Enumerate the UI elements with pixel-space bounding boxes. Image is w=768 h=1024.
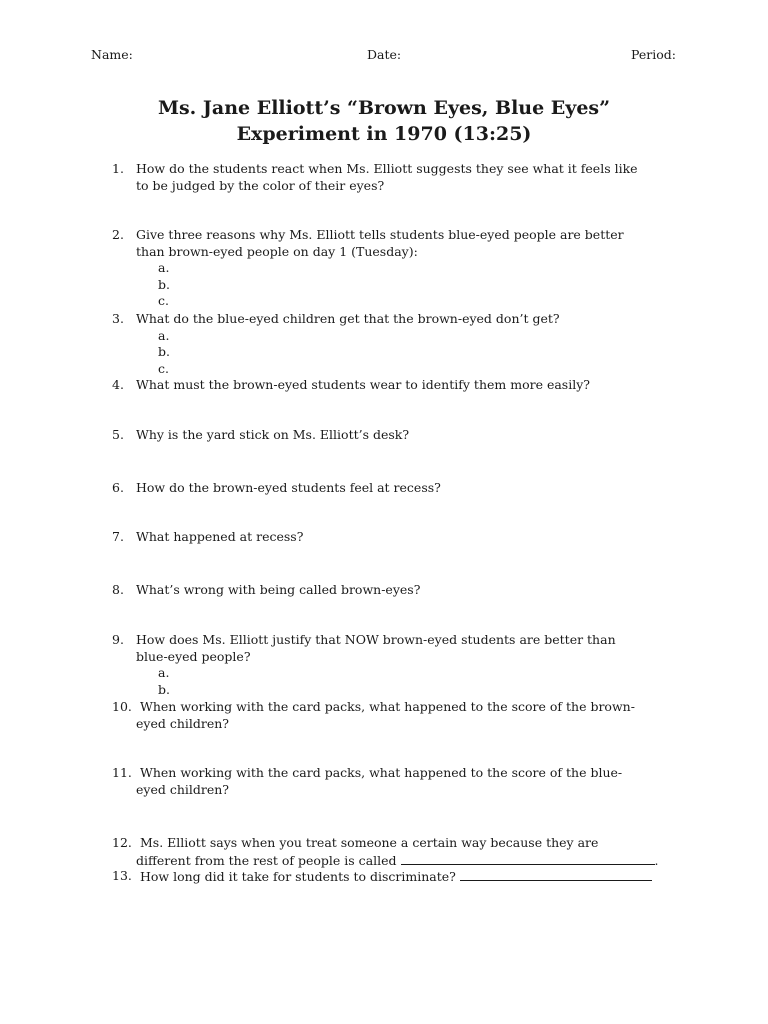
- question-11: [112, 765, 692, 798]
- question-text-line: to be judged by the color of their eyes?: [136, 177, 385, 193]
- question-5: [112, 427, 692, 444]
- question-text-end: .: [654, 852, 659, 868]
- period-label: Period:: [631, 47, 676, 62]
- header-row: [0, 47, 768, 65]
- question-text-line: How do the brown-eyed students feel at recess?: [136, 480, 441, 495]
- question-text-line: How do the students react when Ms. Elliott suggests they see what it feels like: [136, 161, 638, 176]
- question-number: 10.: [112, 699, 132, 714]
- question-number: 3.: [112, 311, 124, 326]
- question-number: 7.: [112, 529, 124, 544]
- question-text-line: What do the blue-eyed children get that the brown-eyed don’t get?: [136, 311, 560, 326]
- question-text-line: What must the brown-eyed students wear to identify them more easily?: [136, 377, 590, 392]
- question-text-line: How long did it take for students to discriminate?: [140, 869, 456, 884]
- answer-blank-line[interactable]: [460, 868, 652, 881]
- question-10: [112, 699, 692, 732]
- question-3: [112, 311, 692, 377]
- question-number: 13.: [112, 868, 132, 883]
- question-text-line: How does Ms. Elliott justify that NOW brown-eyed students are better than: [136, 632, 616, 647]
- question-number: 1.: [112, 161, 124, 176]
- answer-label-a: a.: [158, 260, 170, 276]
- question-number: 5.: [112, 427, 124, 442]
- question-6: [112, 480, 692, 497]
- answer-label-c: c.: [158, 293, 169, 309]
- title-line-1: Ms. Jane Elliott’s “Brown Eyes, Blue Eyes”: [157, 97, 611, 119]
- question-number: 2.: [112, 227, 124, 242]
- question-text-line: different from the rest of people is called: [136, 852, 397, 868]
- question-text-line: What’s wrong with being called brown-eyes?: [136, 582, 421, 597]
- question-text-line-with-blank: [136, 852, 692, 870]
- question-2: [112, 227, 692, 310]
- answer-label-a: a.: [158, 327, 170, 343]
- question-text-line: When working with the card packs, what happened to the score of the blue-: [140, 765, 623, 780]
- answer-label-a: a.: [158, 665, 170, 681]
- question-8: [112, 582, 692, 599]
- question-text-line: eyed children?: [136, 781, 230, 797]
- question-text-line: blue-eyed people?: [136, 648, 251, 664]
- answer-label-b: b.: [158, 276, 170, 292]
- date-label: Date:: [367, 47, 402, 62]
- question-1: [112, 161, 692, 194]
- question-text-line-with-blank: [140, 868, 692, 886]
- title-line-2: Experiment in 1970 (13:25): [236, 123, 532, 145]
- answer-label-b: b.: [158, 344, 170, 360]
- answer-label-c: c.: [158, 360, 169, 376]
- worksheet-title: [0, 95, 768, 147]
- question-text-line: What happened at recess?: [136, 529, 304, 544]
- question-number: 6.: [112, 480, 124, 495]
- question-12: [112, 835, 692, 869]
- name-label: Name:: [91, 47, 133, 62]
- question-text-line: When working with the card packs, what happened to the score of the brown-: [140, 699, 635, 714]
- question-number: 8.: [112, 582, 124, 597]
- question-9: [112, 632, 692, 698]
- answer-blank-line[interactable]: [401, 852, 655, 865]
- question-text-line: Ms. Elliott says when you treat someone a certain way because they are: [140, 835, 599, 850]
- question-13: [112, 868, 692, 886]
- question-number: 12.: [112, 835, 132, 850]
- question-number: 11.: [112, 765, 132, 780]
- question-7: [112, 529, 692, 546]
- question-text-line: Give three reasons why Ms. Elliott tells students blue-eyed people are better: [136, 227, 624, 242]
- answer-label-b: b.: [158, 681, 170, 697]
- question-text-line: eyed children?: [136, 715, 230, 731]
- question-number: 9.: [112, 632, 124, 647]
- question-number: 4.: [112, 377, 124, 392]
- question-4: [112, 377, 692, 394]
- question-text-line: than brown-eyed people on day 1 (Tuesday):: [136, 243, 418, 259]
- question-text-line: Why is the yard stick on Ms. Elliott’s desk?: [136, 427, 410, 442]
